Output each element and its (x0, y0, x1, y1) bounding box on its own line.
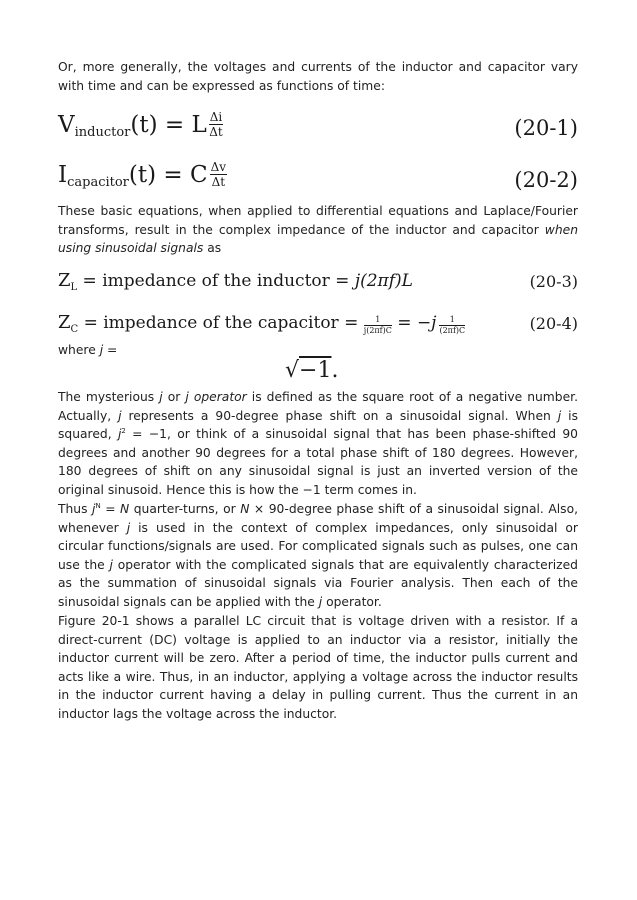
eq4-fraction-1 (364, 316, 392, 335)
para2-j2: j operator (185, 390, 247, 404)
eq3-variable: Z (58, 270, 71, 291)
eq4-subscript: C (70, 324, 79, 336)
eq3-text: = impedance of the inductor = (77, 271, 355, 291)
eq1-variable: V (58, 112, 75, 138)
intro-paragraph: Or, more generally, the voltages and currents of the inductor and capacitor vary with time and can be expressed as functions of time: (58, 60, 578, 93)
para2-t2: or (162, 390, 186, 404)
sqrt-minus-one (285, 358, 338, 383)
where-text: where (58, 343, 100, 357)
eq2-variable: I (58, 162, 68, 188)
eq3-subscript: L (70, 282, 78, 294)
eq2-number: (20-2) (514, 168, 578, 192)
eq2-argument: (t) = C (128, 162, 208, 188)
para3-t4: × 90-degree phase shift of a sinusoidal signal. Also, whenever (58, 502, 579, 535)
para1-text-b: as (203, 241, 222, 256)
para3-n2: N (240, 502, 250, 516)
para2-j3: j (118, 408, 122, 423)
eq1-argument: (t) = L (130, 112, 207, 138)
eq2-subscript: capacitor (67, 175, 129, 191)
sqrt-period: . (331, 358, 339, 383)
eq4-denominator-2: (2πf)C (439, 326, 466, 335)
eq3-number: (20-3) (529, 272, 578, 291)
para2-t1: The mysterious (58, 390, 160, 404)
eq2-numerator: Δv (210, 160, 227, 174)
paragraph-figure-20-1: Figure 20-1 shows a parallel LC circuit that is voltage driven with a resistor. If a direct-current (DC) voltage is applied to an inductor via a resistor, initially the inductor current will be zero. After a period of time, the inductor pulls current and acts like a wire. Thus, in an inductor, applying a voltage across the inductor results in the inductor current having a delay in pulling current. Thus the current in an inductor lags the voltage across the inductor. (58, 614, 578, 721)
para3-n1: N (120, 502, 130, 516)
where-line (58, 341, 578, 360)
para2-t3: is defined as the square root of a negative number. Actually, (58, 390, 578, 423)
eq1-subscript: inductor (74, 125, 131, 141)
eq1-number: (20-1) (514, 116, 578, 140)
para2-t6: = −1, or think of a sinusoidal signal that has been phase-shifted 90 degrees and another 90 degrees for a total phase shift of 180 degrees. However, 180 degrees of shift on any sinusoidal signal is just an inverted version of the original sinusoid. Hence this is how the −1 term comes in. (58, 427, 578, 497)
eq4-number: (20-4) (529, 314, 578, 333)
eq1-numerator: Δi (209, 110, 223, 124)
para3-sup1: N (95, 501, 101, 510)
para2-j5: j (117, 427, 122, 442)
eq4-numerator-1: 1 (364, 316, 392, 326)
equation-20-2 (58, 162, 578, 202)
eq1-denominator: Δt (209, 125, 223, 139)
para2-t4: represents a 90-degree phase shift on a sinusoidal signal. When (121, 408, 558, 423)
para3-t3: quarter-turns, or (129, 502, 241, 516)
paragraph-impedance-intro (58, 202, 578, 258)
para2-j4: j (557, 408, 562, 423)
para3-t6: operator with the complicated signals that are equivalently characterized as the summation of sinusoidal signals via Fourier analysis. Then each of the sinusoidal signals can be applied with the (58, 557, 578, 609)
para3-j1: j (92, 502, 96, 516)
eq4-middle: = −j (391, 313, 437, 333)
para3-t7: operator. (322, 594, 382, 609)
para2-sup5: 2 (121, 427, 126, 436)
where-j: j (99, 343, 104, 357)
equation-20-3 (58, 270, 578, 300)
para2-j1: j (159, 390, 163, 404)
para3-t5: is used in the context of complex impedances, only sinusoidal or circular functions/signals are used. For complicated signals such as pulses, one can use the (58, 520, 578, 572)
equation-20-1 (58, 112, 578, 152)
para3-t1: Thus (58, 502, 93, 516)
sqrt-radicand: −1 (299, 358, 332, 383)
para2-t5: is squared, (58, 408, 578, 442)
para3-t2: = (100, 502, 121, 516)
eq4-denominator-1: j(2πf)C (363, 326, 392, 335)
eq2-fraction (210, 161, 227, 188)
eq1-fraction (209, 111, 224, 138)
eq4-variable: Z (58, 312, 71, 333)
eq4-numerator-2: 1 (439, 316, 465, 326)
paragraph-j-operator (58, 388, 578, 500)
para1-text-a: These basic equations, when applied to differential equations and Laplace/Fourier transforms, result in the complex impedance of the inductor and capacitor (58, 204, 578, 237)
where-equals: = (103, 343, 118, 357)
eq4-fraction-2 (439, 316, 465, 335)
para3-j3: j (109, 557, 113, 572)
para1-italic: when using sinusoidal signals (58, 222, 578, 256)
eq2-denominator: Δt (211, 175, 226, 189)
para3-j2: j (126, 520, 131, 535)
eq3-tail: j(2πf)L (354, 271, 413, 291)
para3-j4: j (318, 594, 323, 609)
paragraph-quarter-turns (58, 500, 578, 612)
sqrt-sign: √ (285, 358, 300, 383)
eq4-text: = impedance of the capacitor = (78, 313, 364, 333)
